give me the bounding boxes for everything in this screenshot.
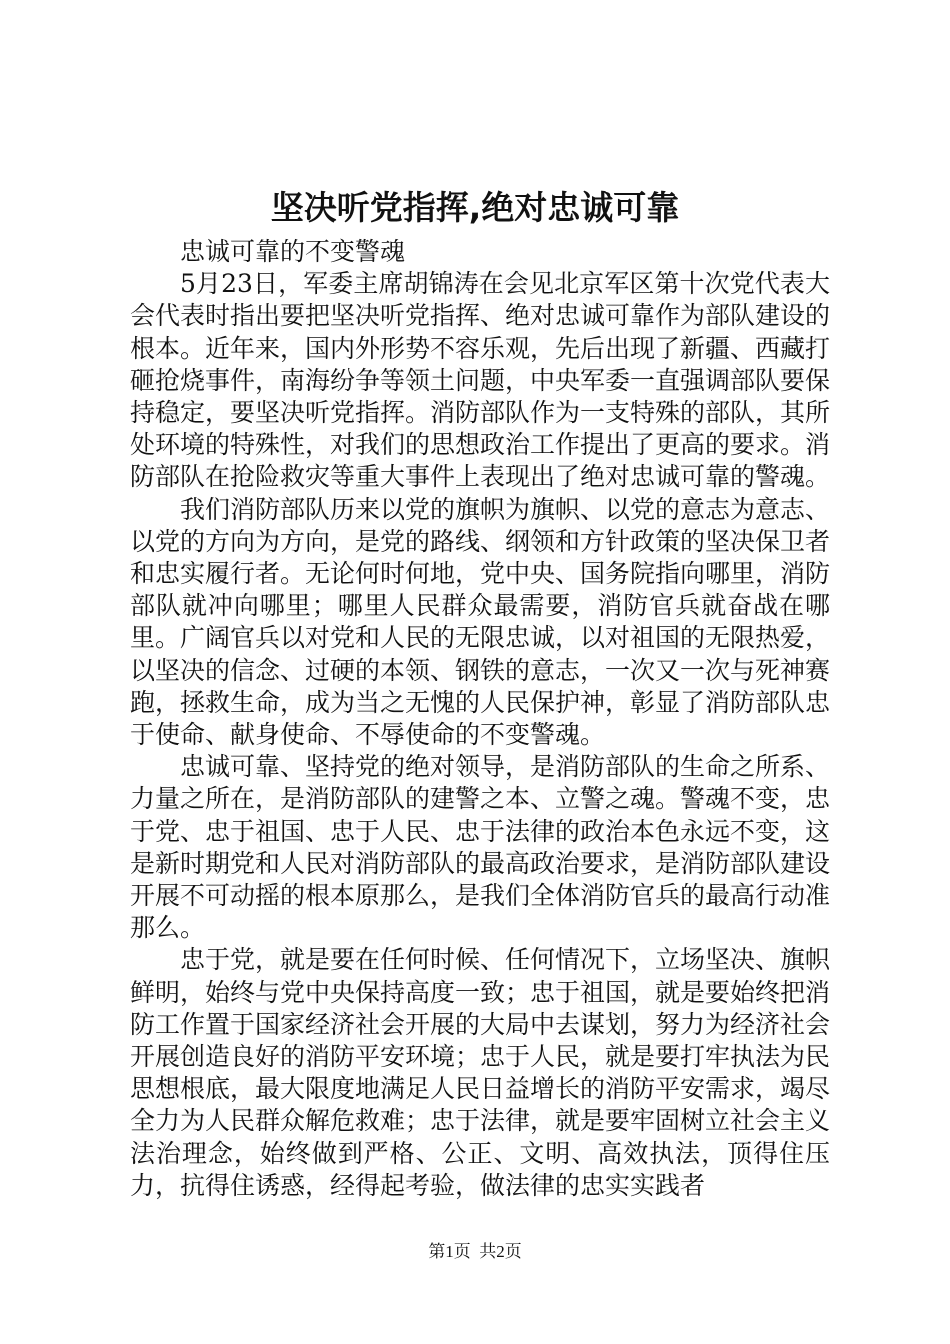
- paragraph-3: 忠诚可靠、坚持党的绝对领导，是消防部队的生命之所系、力量之所在，是消防部队的建警之本、立警之魂。警魂不变，忠于党、忠于祖国、忠于人民、忠于法律的政治本色永远不变，这是新时期党和人民对消防部队的最高政治要求，是消防部队建设开展不可动摇的根本原那么，是我们全体消防官兵的最高行动准那么。: [130, 752, 831, 943]
- document-title: 坚决听党指挥,绝对忠诚可靠: [270, 188, 680, 227]
- page-number-total: 共2页: [479, 1242, 522, 1261]
- paragraph-2: 我们消防部队历来以党的旗帜为旗帜、以党的意志为意志、以党的方向为方向，是党的路线、纲领和方针政策的坚决保卫者和忠实履行者。无论何时何地，党中央、国务院指向哪里，消防部队就冲向哪里；哪里人民群众最需要，消防官兵就奋战在哪里。广阔官兵以对党和人民的无限忠诚，以对祖国的无限热爱，以坚决的信念、过硬的本领、钢铁的意志，一次又一次与死神赛跑，拯救生命，成为当之无愧的人民保护神，彰显了消防部队忠于使命、献身使命、不辱使命的不变警魂。: [130, 494, 831, 750]
- footer-spacer: [471, 1242, 480, 1261]
- page-footer: [0, 1240, 950, 1264]
- paragraph-1: 5月23日，军委主席胡锦涛在会见北京军区第十次党代表大会代表时指出要把坚决听党指挥、绝对忠诚可靠作为部队建设的根本。近年来，国内外形势不容乐观，先后出现了新疆、西藏打砸抢烧事件，南海纷争等领土问题，中央军委一直强调部队要保持稳定，要坚决听党指挥。消防部队作为一支特殊的部队，其所处环境的特殊性，对我们的思想政治工作提出了更高的要求。消防部队在抢险救灾等重大事件上表现出了绝对忠诚可靠的警魂。: [130, 269, 831, 492]
- paragraph-subtitle: 忠诚可靠的不变警魂: [180, 237, 406, 266]
- document-body: [130, 236, 830, 1202]
- page-number-current: 第1页: [428, 1242, 471, 1261]
- paragraph-4: 忠于党，就是要在任何时候、任何情况下，立场坚决、旗帜鲜明，始终与党中央保持高度一致；忠于祖国，就是要始终把消防工作置于国家经济社会开展的大局中去谋划，努力为经济社会开展创造良好的消防平安环境；忠于人民，就是要打牢执法为民思想根底，最大限度地满足人民日益增长的消防平安需求，竭尽全力为人民群众解危救难；忠于法律，就是要牢固树立社会主义法治理念，始终做到严格、公正、文明、高效执法，顶得住压力，抗得住诱惑，经得起考验，做法律的忠实实践者: [130, 945, 831, 1200]
